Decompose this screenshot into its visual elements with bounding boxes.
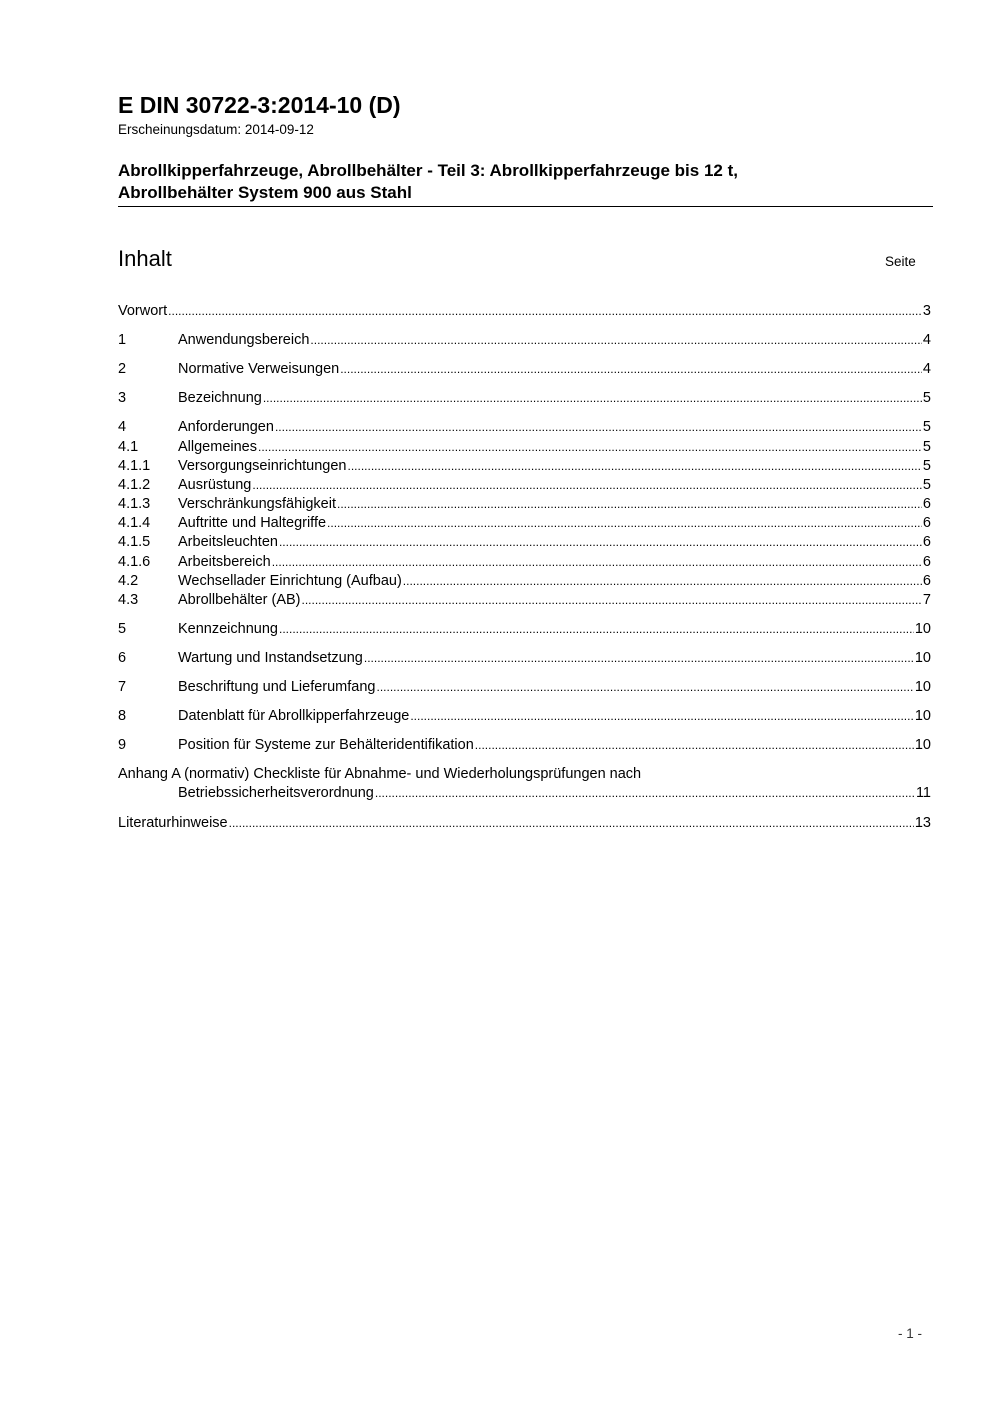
toc-entry-title: Arbeitsbereich	[178, 554, 271, 570]
toc-entry-vorwort[interactable]	[118, 303, 931, 320]
toc-entry-number: 9	[118, 737, 127, 753]
toc-entry-title: Abrollbehälter (AB)	[178, 592, 301, 608]
toc-entry-number: 4.1	[118, 439, 139, 455]
toc-entry-page: 5	[922, 439, 931, 455]
toc-entry-title: Wartung und Instandsetzung	[178, 650, 363, 666]
toc-entry-2[interactable]	[118, 361, 931, 378]
toc-entry-number: 7	[118, 679, 127, 695]
toc-entry-9[interactable]	[118, 737, 931, 754]
toc-entry-1[interactable]	[118, 332, 931, 349]
toc-entry-title: Normative Verweisungen	[178, 361, 340, 377]
toc-entry-title: Bezeichnung	[178, 390, 262, 406]
toc-entry-number: 4.1.1	[118, 458, 151, 474]
toc-leader-dots	[275, 419, 922, 436]
toc-entry-6[interactable]	[118, 650, 931, 667]
toc-page-column-label: Seite	[885, 254, 916, 269]
toc-entry-4-1-1[interactable]	[118, 458, 931, 475]
toc-entry-number: 4.2	[118, 573, 139, 589]
toc-entry-page: 5	[922, 458, 931, 474]
toc-entry-8[interactable]	[118, 708, 931, 725]
toc-entry-4-1-3[interactable]	[118, 496, 931, 513]
toc-entry-number: 1	[118, 332, 127, 348]
toc-entry-title: Anforderungen	[178, 419, 274, 435]
toc-entry-page: 3	[922, 303, 931, 319]
title-divider	[118, 206, 933, 207]
toc-entry-number: 5	[118, 621, 127, 637]
toc-entry-4-1-2[interactable]	[118, 477, 931, 494]
toc-entry-title: Auftritte und Haltegriffe	[178, 515, 327, 531]
toc-leader-dots	[252, 477, 922, 494]
toc-entry-4-1[interactable]	[118, 439, 931, 456]
toc-entry-page: 6	[922, 573, 931, 589]
toc-entry-number: 4	[118, 419, 127, 435]
toc-leader-dots	[375, 785, 915, 802]
toc-leader-dots	[337, 496, 922, 513]
toc-entry-number: 4.1.6	[118, 554, 151, 570]
toc-entry-3[interactable]	[118, 390, 931, 407]
toc-leader-dots	[403, 573, 922, 590]
toc-entry-title: Vorwort	[118, 303, 168, 319]
toc-entry-annex-a-line-1[interactable]: Anhang A (normativ) Checkliste für Abnahme- und Wiederholungsprüfungen nach	[118, 766, 642, 782]
toc-entry-5[interactable]	[118, 621, 931, 638]
toc-entry-page: 11	[915, 785, 931, 801]
toc-entry-title: Ausrüstung	[178, 477, 252, 493]
toc-entry-4-3[interactable]	[118, 592, 931, 609]
toc-entry-4-1-6[interactable]	[118, 554, 931, 571]
toc-entry-bibliography[interactable]	[118, 815, 931, 832]
publication-date: Erscheinungsdatum: 2014-09-12	[118, 122, 314, 137]
toc-entry-title: Literaturhinweise	[118, 815, 228, 831]
document-id: E DIN 30722-3:2014-10 (D)	[118, 92, 401, 118]
toc-leader-dots	[302, 592, 922, 609]
toc-entry-page: 6	[922, 534, 931, 550]
toc-entry-page: 13	[914, 815, 931, 831]
toc-entry-annex-a-line-2[interactable]	[178, 785, 931, 802]
toc-entry-page: 6	[922, 515, 931, 531]
toc-entry-page: 10	[914, 737, 931, 753]
toc-entry-number: 2	[118, 361, 127, 377]
toc-entry-number: 4.1.4	[118, 515, 151, 531]
toc-entry-title: Beschriftung und Lieferumfang	[178, 679, 376, 695]
toc-entry-4-1-4[interactable]	[118, 515, 931, 532]
toc-leader-dots	[347, 458, 921, 475]
toc-entry-page: 10	[914, 679, 931, 695]
toc-entry-page: 5	[922, 419, 931, 435]
toc-entry-page: 6	[922, 554, 931, 570]
document-title-line-1: Abrollkipperfahrzeuge, Abrollbehälter - Teil 3: Abrollkipperfahrzeuge bis 12 t,	[118, 161, 738, 180]
toc-entry-title: Wechsellader Einrichtung (Aufbau)	[178, 573, 402, 589]
toc-leader-dots	[377, 679, 914, 696]
toc-leader-dots	[340, 361, 922, 378]
toc-entry-page: 10	[914, 708, 931, 724]
toc-entry-number: 3	[118, 390, 127, 406]
toc-leader-dots	[168, 303, 922, 320]
toc-leader-dots	[279, 534, 922, 551]
toc-entry-number: 4.1.3	[118, 496, 151, 512]
toc-entry-title: Kennzeichnung	[178, 621, 278, 637]
toc-entry-page: 4	[922, 332, 931, 348]
toc-entry-page: 10	[914, 650, 931, 666]
toc-entry-title: Anwendungsbereich	[178, 332, 310, 348]
document-title-line-2: Abrollbehälter System 900 aus Stahl	[118, 183, 412, 202]
toc-leader-dots	[272, 554, 922, 571]
toc-entry-title: Position für Systeme zur Behälteridentifikation	[178, 737, 474, 753]
toc-leader-dots	[258, 439, 922, 456]
toc-entry-number: 4.3	[118, 592, 139, 608]
toc-entry-title: Datenblatt für Abrollkipperfahrzeuge	[178, 708, 410, 724]
toc-leader-dots	[410, 708, 914, 725]
toc-entry-number: 4.1.5	[118, 534, 151, 550]
toc-entry-page: 4	[922, 361, 931, 377]
footer-page-number: - 1 -	[898, 1326, 923, 1341]
document-title	[118, 160, 933, 204]
toc-entry-number: 6	[118, 650, 127, 666]
toc-entry-4-2[interactable]	[118, 573, 931, 590]
toc-leader-dots	[279, 621, 914, 638]
toc-entry-title: Betriebssicherheitsverordnung	[178, 785, 374, 801]
toc-entry-title: Verschränkungsfähigkeit	[178, 496, 336, 512]
toc-entry-page: 5	[922, 477, 931, 493]
toc-entry-title: Versorgungseinrichtungen	[178, 458, 347, 474]
toc-entry-page: 5	[922, 390, 931, 406]
toc-entry-4[interactable]	[118, 419, 931, 436]
toc-entry-page: 6	[922, 496, 931, 512]
toc-entry-4-1-5[interactable]	[118, 534, 931, 551]
toc-leader-dots	[475, 737, 914, 754]
toc-entry-title: Allgemeines	[178, 439, 257, 455]
toc-entry-page: 10	[914, 621, 931, 637]
toc-entry-7[interactable]	[118, 679, 931, 696]
toc-leader-dots	[327, 515, 922, 532]
toc-leader-dots	[364, 650, 914, 667]
toc-heading: Inhalt	[118, 246, 172, 271]
toc-leader-dots	[263, 390, 922, 407]
toc-entry-number: 4.1.2	[118, 477, 151, 493]
toc-leader-dots	[229, 815, 914, 832]
toc-entry-page: 7	[922, 592, 931, 608]
toc-entry-title: Arbeitsleuchten	[178, 534, 278, 550]
toc-entry-number: 8	[118, 708, 127, 724]
toc-leader-dots	[310, 332, 922, 349]
